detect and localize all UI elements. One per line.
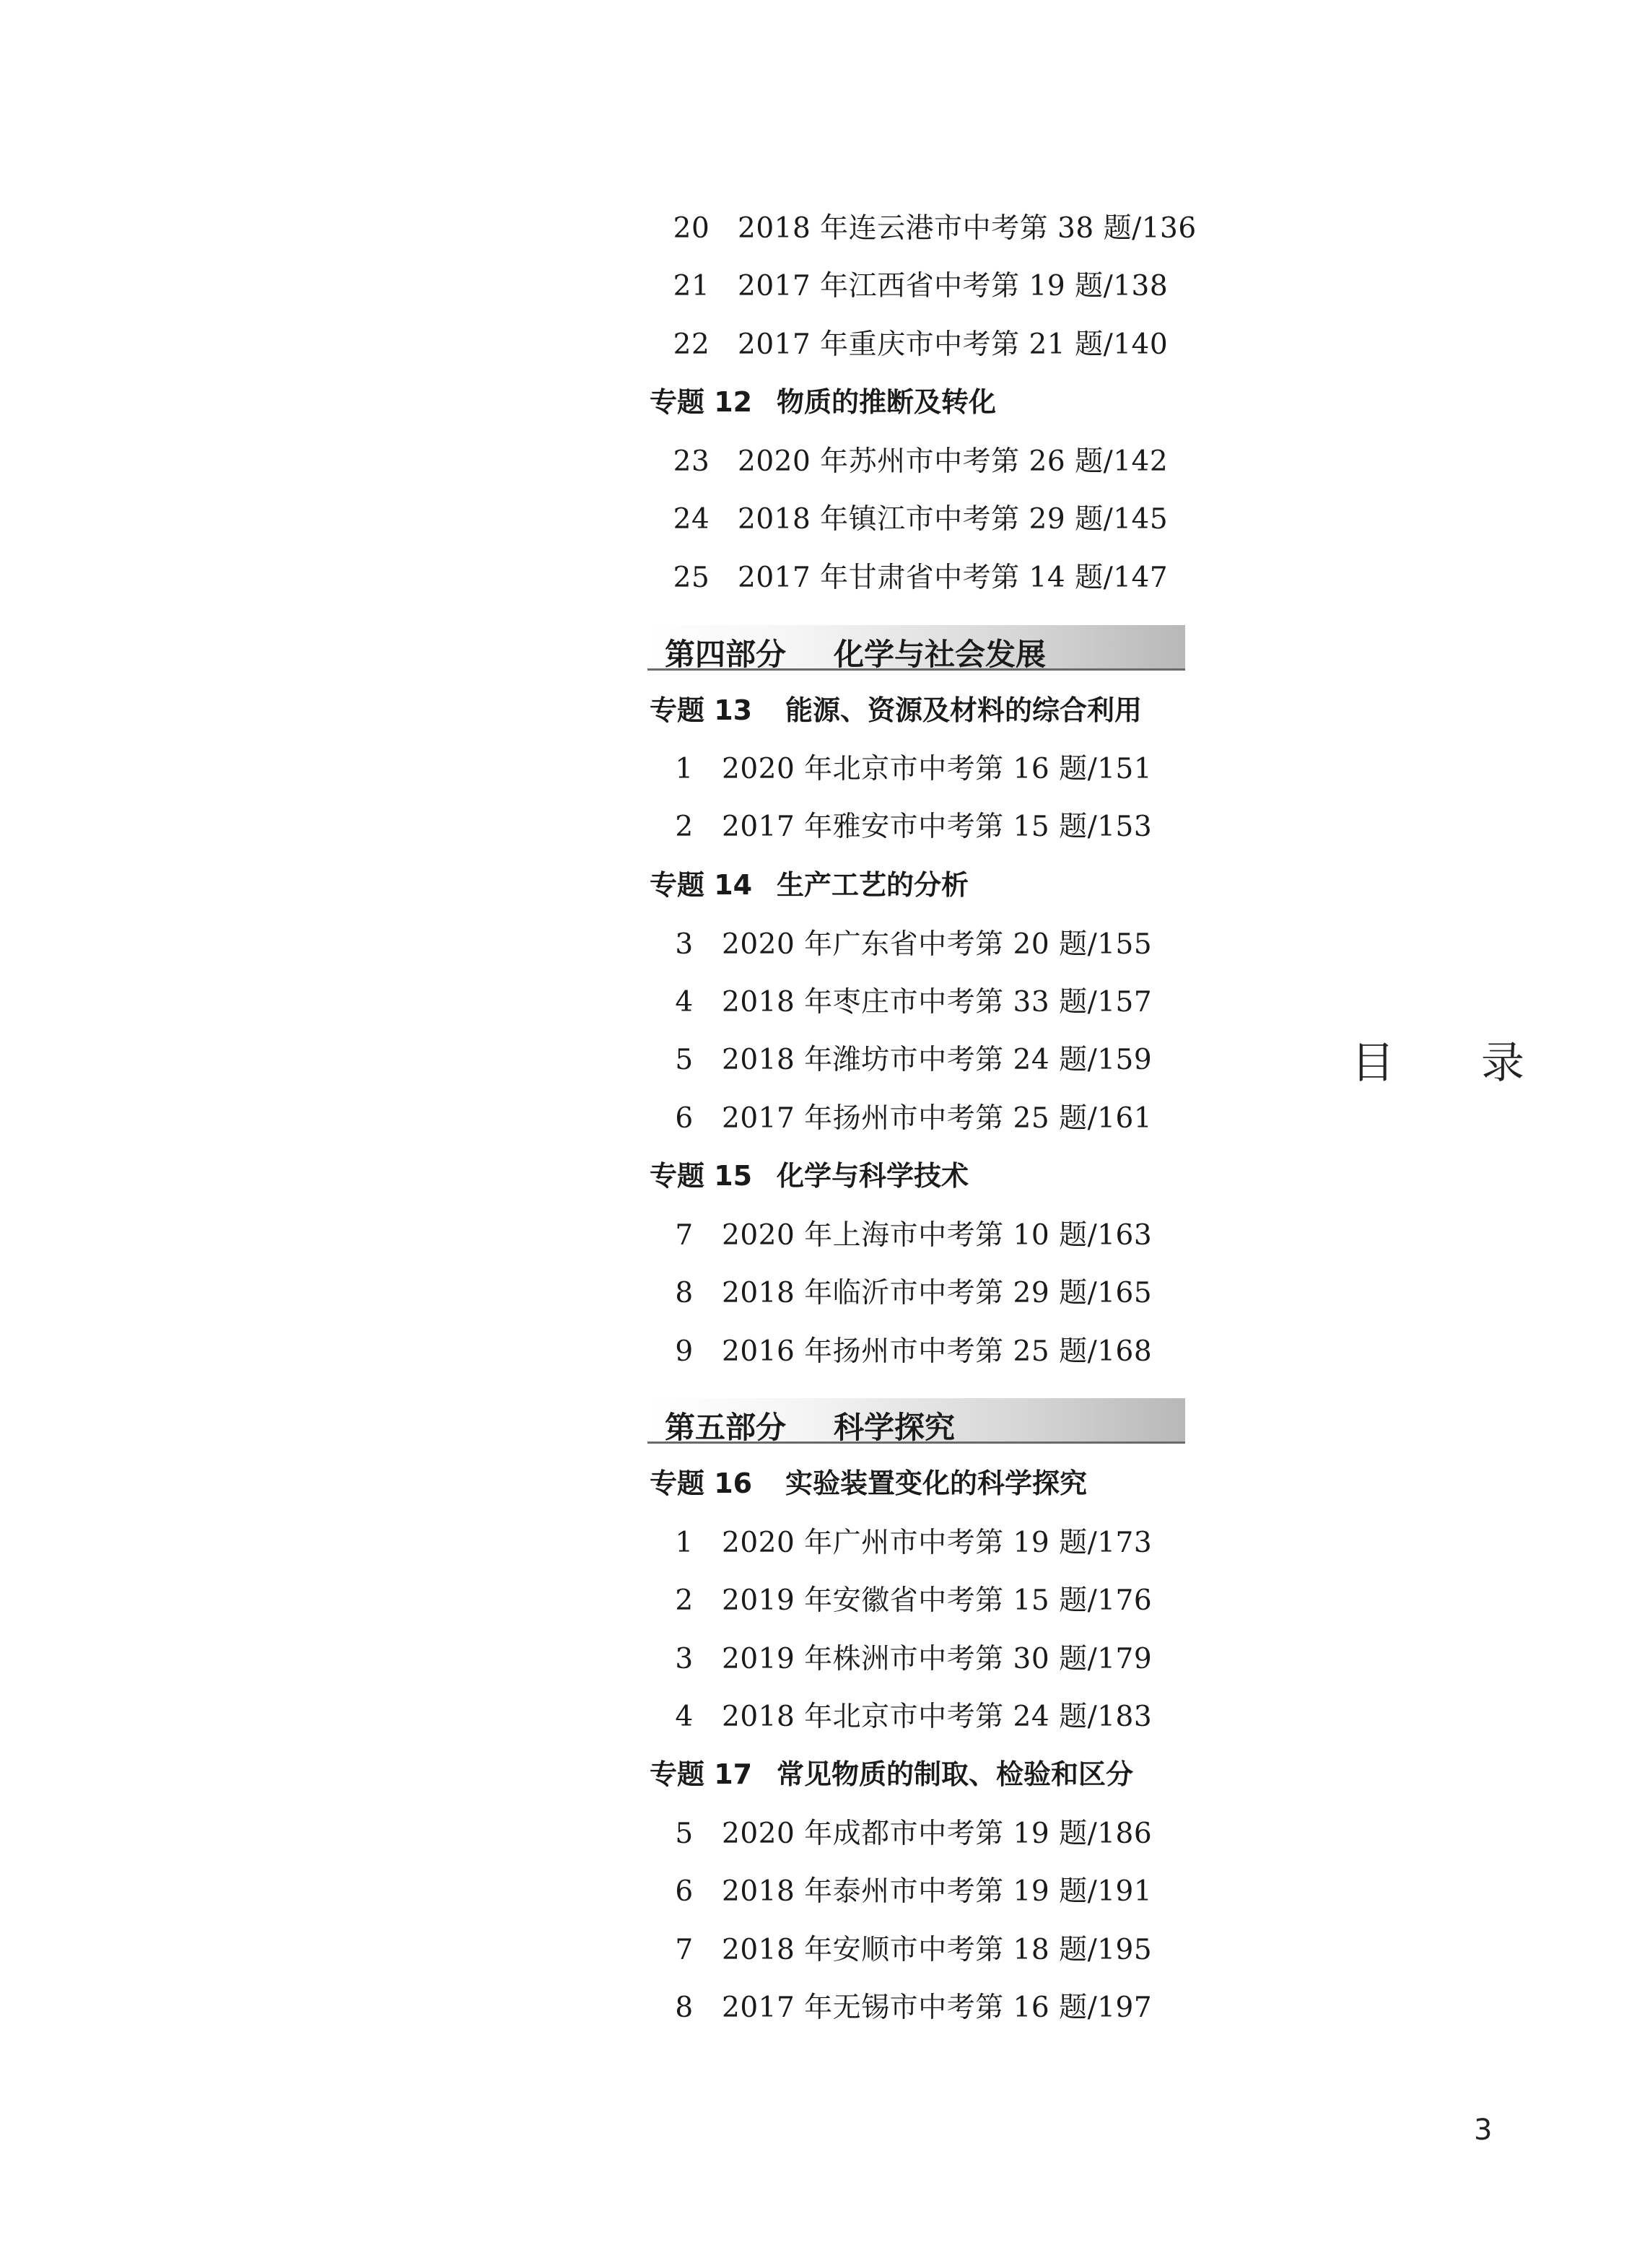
topic-title: 物质的推断及转化 (777, 386, 997, 418)
entry-text: 2017 年雅安市中考第 15 题/153 (722, 811, 1153, 843)
topic-tag: 专题 16 (650, 1467, 753, 1499)
entry-text: 2018 年枣庄市中考第 33 题/157 (722, 986, 1153, 1019)
entry-text: 2020 年广东省中考第 20 题/155 (722, 928, 1153, 961)
part-heading-banner (647, 1398, 1185, 1444)
entry-number: 24 (673, 503, 710, 536)
entry-number: 25 (673, 562, 710, 594)
entry-text: 2017 年甘肃省中考第 14 题/147 (738, 562, 1169, 594)
entry-text: 2020 年成都市中考第 19 题/186 (722, 1818, 1153, 1850)
entry-number: 6 (675, 1875, 694, 1908)
entry-text: 2018 年临沂市中考第 29 题/165 (722, 1277, 1153, 1309)
entry-text: 2020 年上海市中考第 10 题/163 (722, 1219, 1153, 1252)
topic-tag: 专题 17 (650, 1758, 753, 1790)
topic-tag: 专题 14 (650, 869, 753, 901)
entry-number: 20 (673, 212, 710, 245)
topic-tag: 专题 12 (650, 386, 753, 418)
entry-text: 2019 年安徽省中考第 15 题/176 (722, 1584, 1153, 1617)
entry-number: 5 (675, 1044, 694, 1076)
entry-number: 5 (675, 1818, 694, 1850)
topic-title: 能源、资源及材料的综合利用 (785, 694, 1143, 726)
entry-text: 2018 年镇江市中考第 29 题/145 (738, 503, 1169, 536)
entry-number: 21 (673, 270, 710, 302)
entry-number: 7 (675, 1934, 694, 1966)
entry-number: 4 (675, 1701, 694, 1733)
entry-text: 2017 年无锡市中考第 16 题/197 (722, 1992, 1153, 2024)
entry-number: 2 (675, 811, 694, 843)
entry-text: 2020 年广州市中考第 19 题/173 (722, 1527, 1153, 1559)
entry-text: 2016 年扬州市中考第 25 题/168 (722, 1335, 1153, 1368)
part-title: 科学探究 (834, 1410, 956, 1445)
entry-number: 2 (675, 1584, 694, 1617)
entry-number: 6 (675, 1102, 694, 1135)
topic-title: 生产工艺的分析 (777, 869, 969, 901)
topic-tag: 专题 13 (650, 694, 753, 726)
part-heading-banner (647, 625, 1185, 671)
topic-tag: 专题 15 (650, 1160, 753, 1192)
entry-text: 2019 年株洲市中考第 30 题/179 (722, 1643, 1153, 1675)
page-number: 3 (1474, 2114, 1493, 2147)
entry-number: 1 (675, 753, 694, 785)
entry-text: 2020 年苏州市中考第 26 题/142 (738, 445, 1169, 478)
entry-number: 8 (675, 1992, 694, 2024)
entry-number: 9 (675, 1335, 694, 1368)
entry-text: 2017 年扬州市中考第 25 题/161 (722, 1102, 1153, 1135)
entry-text: 2018 年安顺市中考第 18 题/195 (722, 1934, 1153, 1966)
entry-number: 8 (675, 1277, 694, 1309)
entry-number: 23 (673, 445, 710, 478)
entry-number: 1 (675, 1527, 694, 1559)
entry-text: 2018 年北京市中考第 24 题/183 (722, 1701, 1153, 1733)
entry-number: 4 (675, 986, 694, 1019)
topic-title: 化学与科学技术 (777, 1160, 969, 1192)
topic-title: 常见物质的制取、检验和区分 (777, 1758, 1134, 1790)
entry-text: 2017 年重庆市中考第 21 题/140 (738, 328, 1169, 361)
part-title: 化学与社会发展 (834, 637, 1047, 672)
entry-number: 7 (675, 1219, 694, 1252)
entry-number: 3 (675, 928, 694, 961)
entry-number: 3 (675, 1643, 694, 1675)
entry-text: 2018 年潍坊市中考第 24 题/159 (722, 1044, 1153, 1076)
entry-number: 22 (673, 328, 710, 361)
part-label: 第五部分 (665, 1410, 787, 1445)
topic-title: 实验装置变化的科学探究 (785, 1467, 1088, 1499)
entry-text: 2018 年连云港市中考第 38 题/136 (738, 212, 1197, 245)
side-title-char: 目 (1351, 1038, 1394, 1089)
entry-text: 2020 年北京市中考第 16 题/151 (722, 753, 1153, 785)
side-title-char: 录 (1481, 1038, 1524, 1089)
entry-text: 2018 年泰州市中考第 19 题/191 (722, 1875, 1153, 1908)
part-label: 第四部分 (665, 637, 787, 672)
entry-text: 2017 年江西省中考第 19 题/138 (738, 270, 1169, 302)
